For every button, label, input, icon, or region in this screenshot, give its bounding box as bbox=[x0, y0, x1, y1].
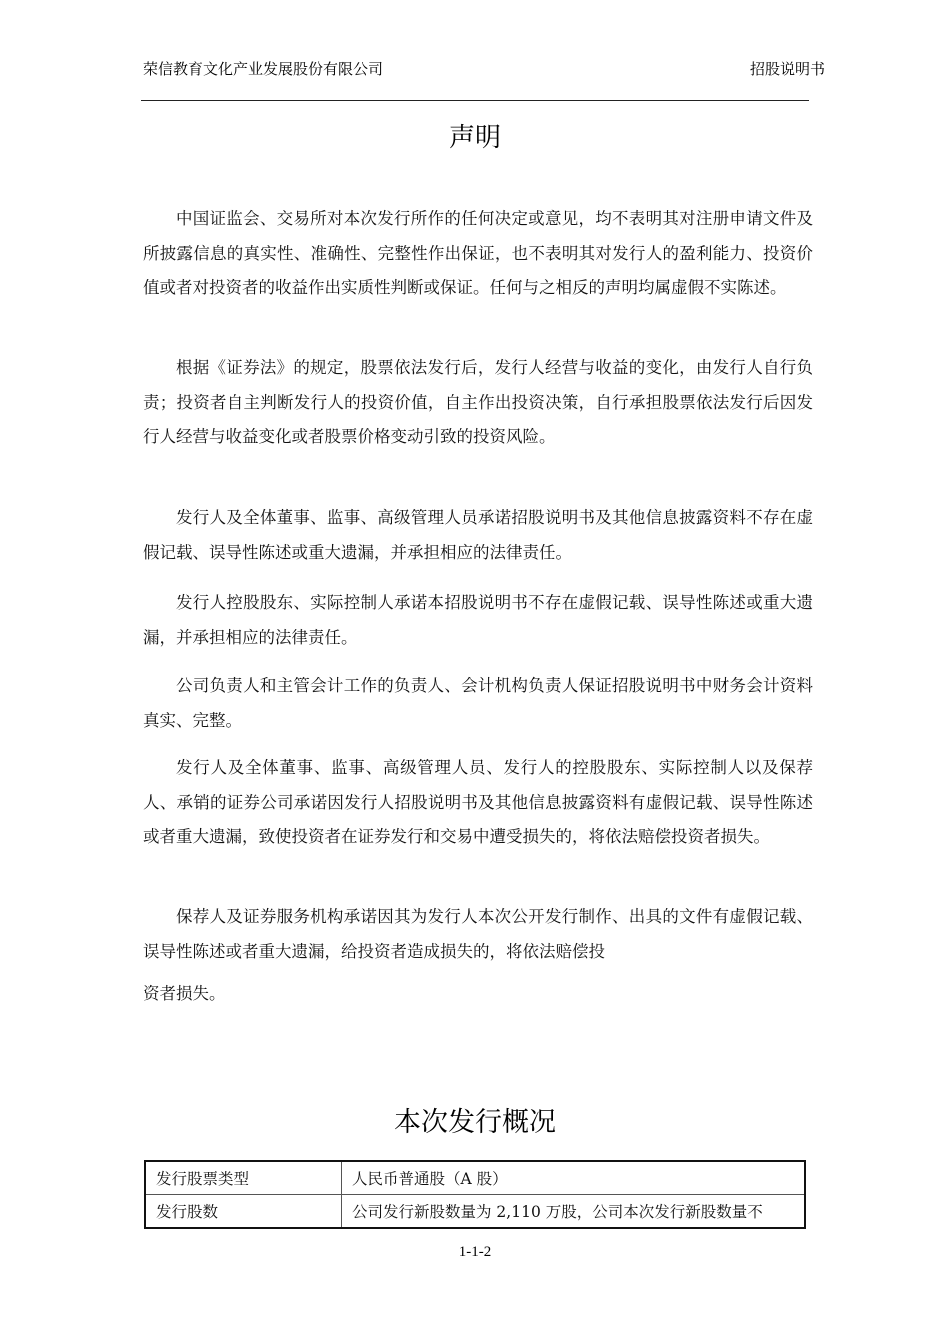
table-row bbox=[145, 1195, 805, 1229]
declaration-paragraph: 发行人控股股东、实际控制人承诺本招股说明书不存在虚假记载、误导性陈述或重大遗漏，并承担相应的法律责任。 bbox=[143, 593, 813, 647]
declaration-paragraph-text: 保荐人及证券服务机构承诺因其为发行人本次公开发行制作、出具的文件有虚假记载、误导性陈述或者重大遗漏，给投资者造成损失的，将依法赔偿投 bbox=[143, 907, 813, 961]
declaration-paragraph: 发行人及全体董事、监事、高级管理人员、发行人的控股股东、实际控制人以及保荐人、承销的证券公司承诺因发行人招股说明书及其他信息披露资料有虚假记载、误导性陈述或者重大遗漏，致使投资者在证券发行和交易中遭受损失的，将依法赔偿投资者损失。 bbox=[143, 758, 813, 846]
declaration-paragraph: 根据《证券法》的规定，股票依法发行后，发行人经营与收益的变化，由发行人自行负责；投资者自主判断发行人的投资价值，自主作出投资决策，自行承担股票依法发行后因发行人经营与收益变化或者股票价格变动引致的投资风险。 bbox=[143, 358, 813, 446]
document-type: 招股说明书 bbox=[749, 60, 825, 78]
row-label: 发行股票类型 bbox=[145, 1161, 342, 1195]
header-divider bbox=[141, 100, 809, 101]
declaration-title: 声明 bbox=[448, 123, 501, 153]
declaration-paragraph: 中国证监会、交易所对本次发行所作的任何决定或意见，均不表明其对注册申请文件及所披露信息的真实性、准确性、完整性作出保证，也不表明其对发行人的盈利能力、投资价值或者对投资者的收益作出实质性判断或保证。任何与之相反的声明均属虚假不实陈述。 bbox=[143, 209, 813, 297]
row-value: 人民币普通股（A 股） bbox=[342, 1161, 806, 1195]
declaration-paragraph bbox=[143, 900, 813, 1012]
page-header bbox=[143, 58, 825, 82]
company-name: 荣信教育文化产业发展股份有限公司 bbox=[143, 60, 384, 78]
row-label: 发行股数 bbox=[145, 1195, 342, 1229]
offering-overview-title: 本次发行概况 bbox=[394, 1107, 556, 1138]
row-value: 公司发行新股数量为 2,110 万股，公司本次发行新股数量不 bbox=[342, 1195, 806, 1229]
declaration-paragraph: 发行人及全体董事、监事、高级管理人员承诺招股说明书及其他信息披露资料不存在虚假记载、误导性陈述或重大遗漏，并承担相应的法律责任。 bbox=[143, 508, 813, 562]
table-row bbox=[145, 1161, 805, 1195]
offering-overview-table bbox=[144, 1160, 806, 1229]
declaration-paragraph: 公司负责人和主管会计工作的负责人、会计机构负责人保证招股说明书中财务会计资料真实、完整。 bbox=[143, 676, 813, 730]
page-number: 1-1-2 bbox=[458, 1244, 492, 1260]
declaration-paragraph-tail: 资者损失。 bbox=[143, 984, 226, 1003]
